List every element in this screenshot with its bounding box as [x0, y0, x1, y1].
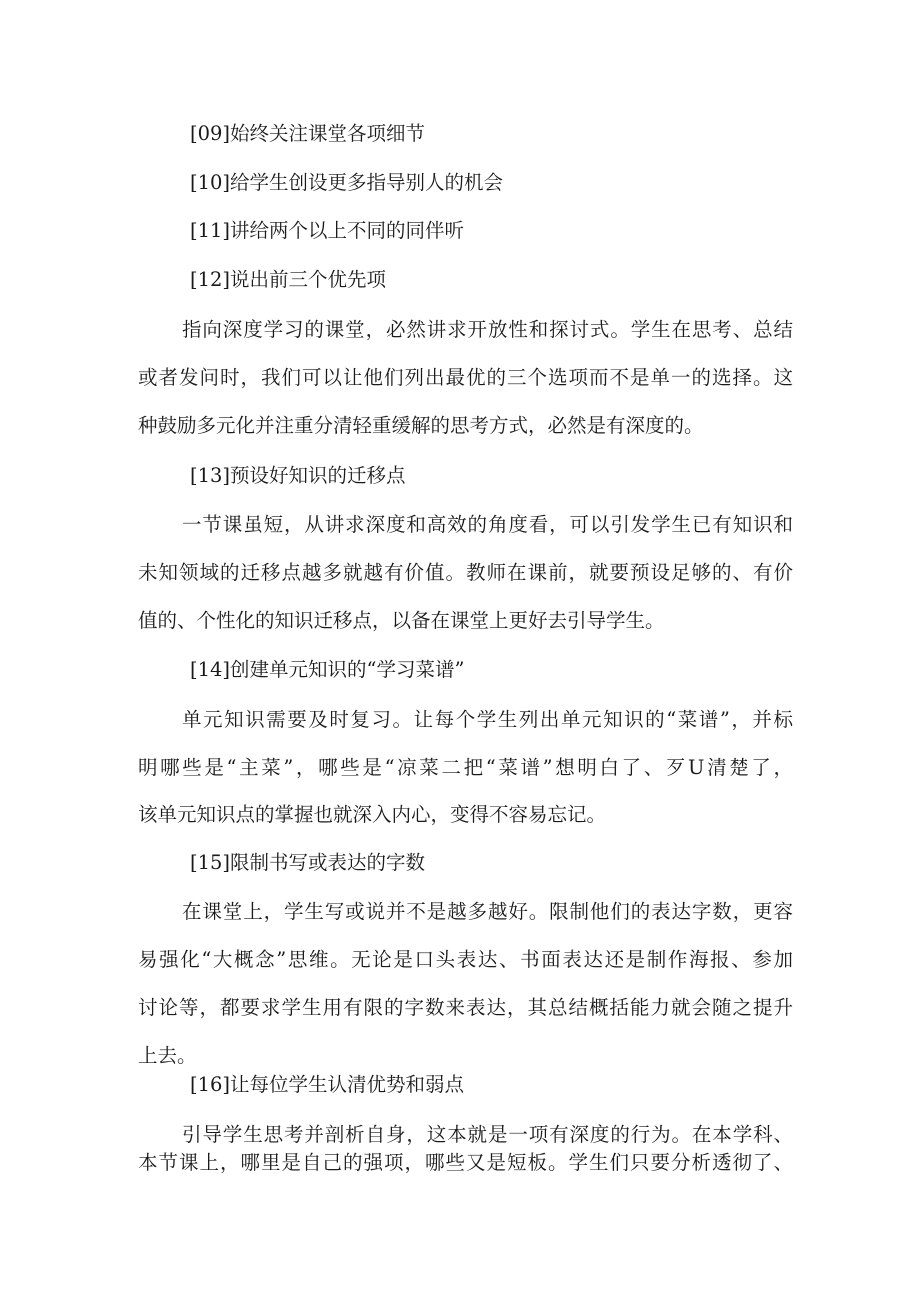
- paragraph-line: 在课堂上，学生写或说并不是越多越好。限制他们的表达字数，更容: [182, 900, 793, 923]
- item-heading-15: [15]限制书写或表达的字数: [190, 851, 426, 874]
- paragraph-line: 上去。: [138, 1044, 197, 1067]
- paragraph-line: 讨论等，都要求学生用有限的字数来表达，其总结概括能力就会随之提升: [138, 996, 793, 1019]
- paragraph-line: 该单元知识点的掌握也就深入内心，变得不容易忘记。: [138, 803, 607, 826]
- paragraph-line: 指向深度学习的课堂，必然讲求开放性和探讨式。学生在思考、总结: [182, 318, 793, 341]
- paragraph-line: 或者发问时，我们可以让他们列出最优的三个选项而不是单一的选择。这: [138, 366, 793, 389]
- paragraph-line: 种鼓励多元化并注重分清轻重缓解的思考方式，必然是有深度的。: [138, 414, 704, 437]
- paragraph-line: 值的、个性化的知识迁移点，以备在课堂上更好去引导学生。: [138, 609, 665, 632]
- item-heading-14: [14]创建单元知识的“学习菜谱”: [190, 658, 465, 681]
- item-heading-09: [09]始终关注课堂各项细节: [190, 122, 426, 145]
- paragraph-line: 未知领域的迁移点越多就越有价值。教师在课前，就要预设足够的、有价: [138, 561, 793, 584]
- paragraph-line: 本节课上，哪里是自己的强项，哪些又是短板。学生们只要分析透彻了、: [138, 1151, 793, 1174]
- paragraph-line: 引导学生思考并剖析自身，这本就是一项有深度的行为。在本学科、: [182, 1123, 793, 1146]
- paragraph-line: 明哪些是“主菜”，哪些是“凉菜二把“菜谱”想明白了、歹U清楚了，: [138, 756, 793, 779]
- paragraph-line: 易强化“大概念”思维。无论是口头表达、书面表达还是制作海报、参加: [138, 948, 793, 971]
- item-heading-16: [16]让每位学生认清优势和弱点: [190, 1073, 465, 1096]
- paragraph-line: 一节课虽短，从讲求深度和高效的角度看，可以引发学生已有知识和: [182, 513, 793, 536]
- item-heading-10: [10]给学生创设更多指导别人的机会: [190, 171, 504, 194]
- paragraph-line: 单元知识需要及时复习。让每个学生列出单元知识的“菜谱”，并标: [182, 708, 793, 731]
- item-heading-11: [11]讲给两个以上不同的同伴听: [190, 219, 465, 242]
- item-heading-13: [13]预设好知识的迁移点: [190, 464, 406, 487]
- item-heading-12: [12]说出前三个优先项: [190, 268, 387, 291]
